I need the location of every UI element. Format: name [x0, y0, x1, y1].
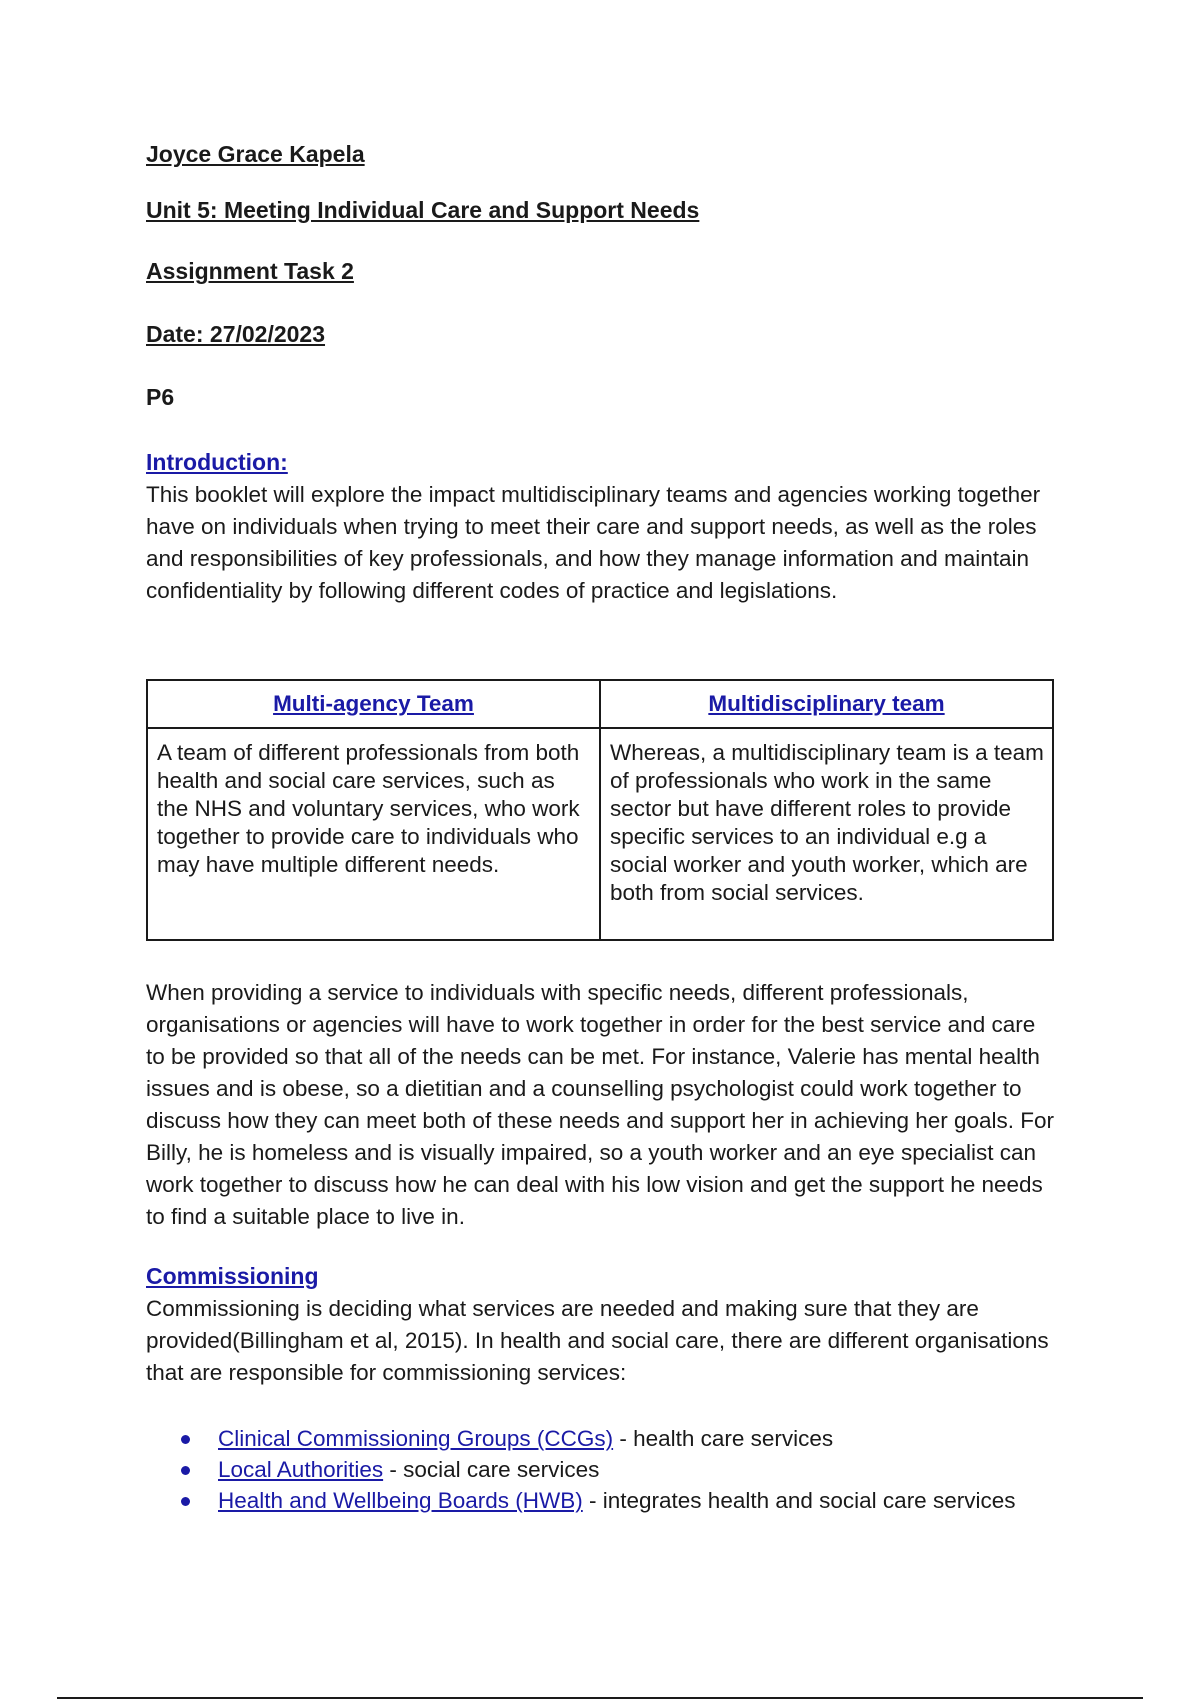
- commissioning-bodies-list: [146, 1423, 1098, 1516]
- introduction-section: [146, 448, 1056, 607]
- bullet-icon: [181, 1466, 190, 1475]
- commissioning-text: Commissioning is deciding what services are needed and making sure that they are provided(Billingham et al, 2015). In health and social care, there are different organisations that are responsible for commissioning services:: [146, 1296, 1049, 1385]
- table-header-row: [147, 680, 1053, 728]
- local-authorities-description: - social care services: [383, 1457, 600, 1482]
- list-item: [218, 1485, 1098, 1516]
- multidisciplinary-definition: Whereas, a multidisciplinary team is a team of professionals who work in the same sector but have different roles to provide specific services to an individual e.g a social worker and youth worker, which are both from social services.: [600, 728, 1053, 940]
- commissioning-heading: Commissioning: [146, 1263, 319, 1289]
- column-header-multidisciplinary: Multidisciplinary team: [600, 680, 1053, 728]
- team-comparison-table: [146, 679, 1054, 941]
- list-item: [218, 1423, 1098, 1454]
- commissioning-section: [146, 1262, 1056, 1389]
- hwb-description: - integrates health and social care services: [582, 1488, 1016, 1513]
- page-bottom-divider: [57, 1697, 1143, 1699]
- introduction-heading: Introduction:: [146, 449, 288, 475]
- bullet-icon: [181, 1497, 190, 1506]
- criterion-label: P6: [146, 384, 175, 410]
- column-header-multi-agency: Multi-agency Team: [147, 680, 600, 728]
- ccg-description: - health care services: [613, 1426, 834, 1451]
- hwb-link[interactable]: Health and Wellbeing Boards (HWB): [218, 1488, 583, 1513]
- assignment-date: Date: 27/02/2023: [146, 321, 326, 347]
- list-item: [218, 1454, 1098, 1485]
- table-row: [147, 728, 1053, 940]
- assignment-task: Assignment Task 2: [146, 258, 354, 284]
- bullet-icon: [181, 1435, 190, 1444]
- services-paragraph: When providing a service to individuals with specific needs, different professionals, organisations or agencies will have to work together in order for the best service and care to be provided so that all of the needs can be met. For instance, Valerie has mental health issues and is obese, so a dietitian and a counselling psychologist could work together to discuss how they can meet both of these needs and support her in achieving her goals. For Billy, he is homeless and is visually impaired, so a youth worker and an eye specialist can work together to discuss how he can deal with his low vision and get the support he needs to find a suitable place to live in.: [146, 980, 1055, 1229]
- introduction-text: This booklet will explore the impact multidisciplinary teams and agencies working together have on individuals when trying to meet their care and support needs, as well as the roles and responsibilities of key professionals, and how they manage information and maintain confidentiality by following different codes of practice and legislations.: [146, 482, 1041, 603]
- unit-title: Unit 5: Meeting Individual Care and Support Needs: [146, 197, 700, 223]
- multi-agency-definition: A team of different professionals from both health and social care services, such as the NHS and voluntary services, who work together to provide care to individuals who may have multiple different needs.: [147, 728, 600, 940]
- ccg-link[interactable]: Clinical Commissioning Groups (CCGs): [218, 1426, 614, 1451]
- author-name: Joyce Grace Kapela: [146, 141, 365, 167]
- local-authorities-link[interactable]: Local Authorities: [218, 1457, 384, 1482]
